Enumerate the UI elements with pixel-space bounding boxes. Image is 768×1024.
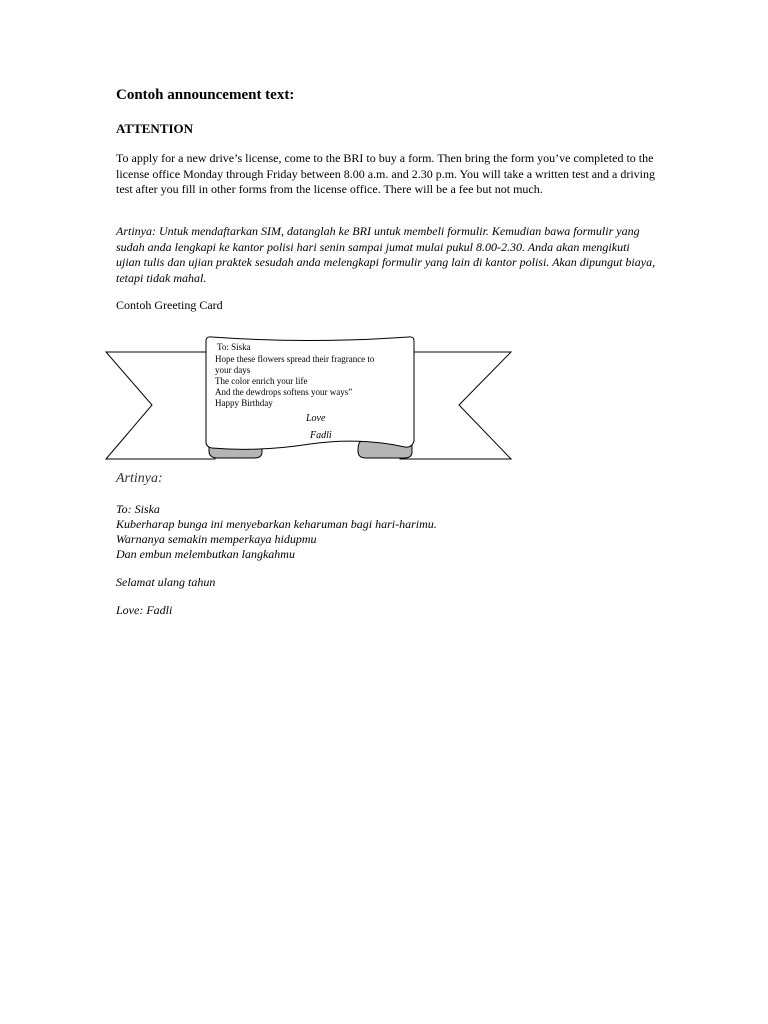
translation-line: Selamat ulang tahun [116,575,216,589]
card-line: your days [215,365,251,375]
card-line: And the dewdrops softens your ways” [215,387,353,397]
ribbon-left-tail [106,352,215,459]
card-love: Love [306,413,326,424]
card-recipient: To: Siska [217,342,251,352]
card-line: The color enrich your life [215,376,308,386]
card-line: Hope these flowers spread their fragrance to [215,354,375,364]
ribbon-right-tail [400,352,511,459]
translation-line: Dan embun melembutkan langkahmu [116,547,295,561]
card-signature: Fadli [310,430,332,441]
announcement-translation: Artinya: Untuk mendaftarkan SIM, datanglah ke BRI untuk membeli formulir. Kemudian bawa formulir yang sudah anda lengkapi ke kantor polisi hari senin sampai jumat mulai pukul 8.00-2.30. Anda akan mengikuti ujian tulis dan ujian praktek sesudah anda melengkapi formulir yang lain di kantor polisi. Akan dipungut biaya, tetapi tidak mahal. [116,224,656,285]
announcement-title: ATTENTION [116,121,194,136]
greeting-card-label: Contoh Greeting Card [116,298,223,312]
translation-line: Warnanya semakin memperkaya hidupmu [116,532,317,546]
translation-line: Love: Fadli [116,603,173,617]
translation-line: Kuberharap bunga ini menyebarkan keharuman bagi hari-harimu. [116,517,437,531]
translation-line: To: Siska [116,502,160,516]
card-line: Happy Birthday [215,398,273,408]
announcement-body: To apply for a new drive’s license, come to the BRI to buy a form. Then bring the form you’ve completed to the license office Monday through Friday between 8.00 a.m. and 2.30 p.m. You will take a written test and a driving test after you fill in other forms from the license office. There will be a fee but not much. [116,151,656,196]
translation-heading: Artinya: [116,471,163,486]
page-title: Contoh announcement text: [116,87,295,103]
